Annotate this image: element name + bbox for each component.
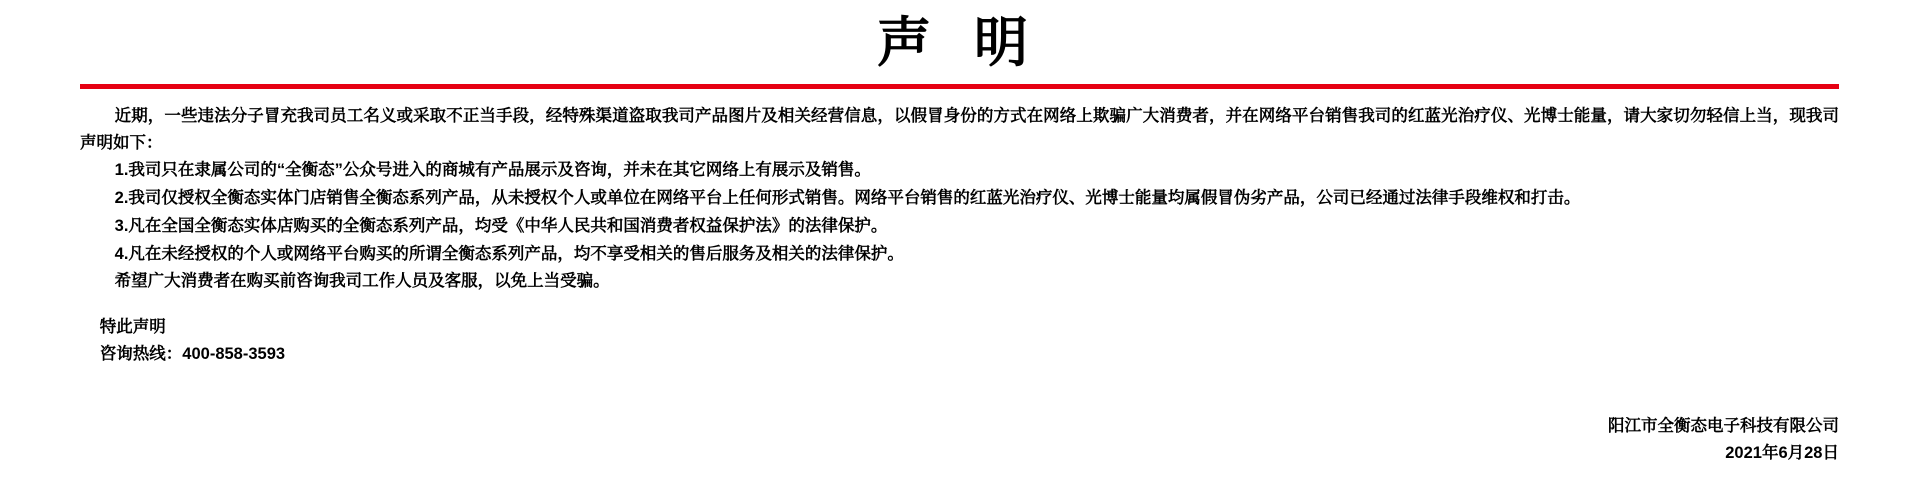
- paragraph-item-3: 3.凡在全国全衡态实体店购买的全衡态系列产品，均受《中华人民共和国消费者权益保护法》的法律保护。: [114, 216, 888, 235]
- signature-date: 2021年6月28日: [1725, 443, 1839, 462]
- hotline-text: 咨询热线：400-858-3593: [99, 344, 286, 363]
- signature-block: [1608, 413, 1839, 466]
- page-title: 声 明: [876, 13, 1042, 73]
- paragraph-spacer: [80, 296, 1839, 314]
- title-divider: [80, 84, 1839, 89]
- paragraph-item-4: 4.凡在未经授权的个人或网络平台购买的所谓全衡态系列产品，均不享受相关的售后服务及相关的法律保护。: [114, 244, 904, 263]
- paragraph-item-1: 1.我司只在隶属公司的“全衡态”公众号进入的商城有产品展示及咨询，并未在其它网络上有展示及销售。: [114, 161, 871, 180]
- company-name: 阳江市全衡态电子科技有限公司: [1608, 417, 1839, 436]
- paragraph-closing-note: 希望广大消费者在购买前咨询我司工作人员及客服，以免上当受骗。: [114, 272, 610, 291]
- statement-label: 特此声明: [99, 318, 166, 337]
- paragraph-item-2: 2.我司仅授权全衡态实体门店销售全衡态系列产品，从未授权个人或单位在网络平台上任何形式销售。网络平台销售的红蓝光治疗仪、光博士能量均属假冒伪劣产品，公司已经通过法律手段维权和打击。: [114, 189, 1581, 208]
- paragraph-intro: 近期，一些违法分子冒充我司员工名义或采取不正当手段，经特殊渠道盗取我司产品图片及相关经营信息，以假冒身份的方式在网络上欺骗广大消费者，并在网络平台销售我司的红蓝光治疗仪、光博士能量，请大家切勿轻信上当，现我司声明如下：: [80, 107, 1839, 152]
- document-body: [80, 103, 1839, 367]
